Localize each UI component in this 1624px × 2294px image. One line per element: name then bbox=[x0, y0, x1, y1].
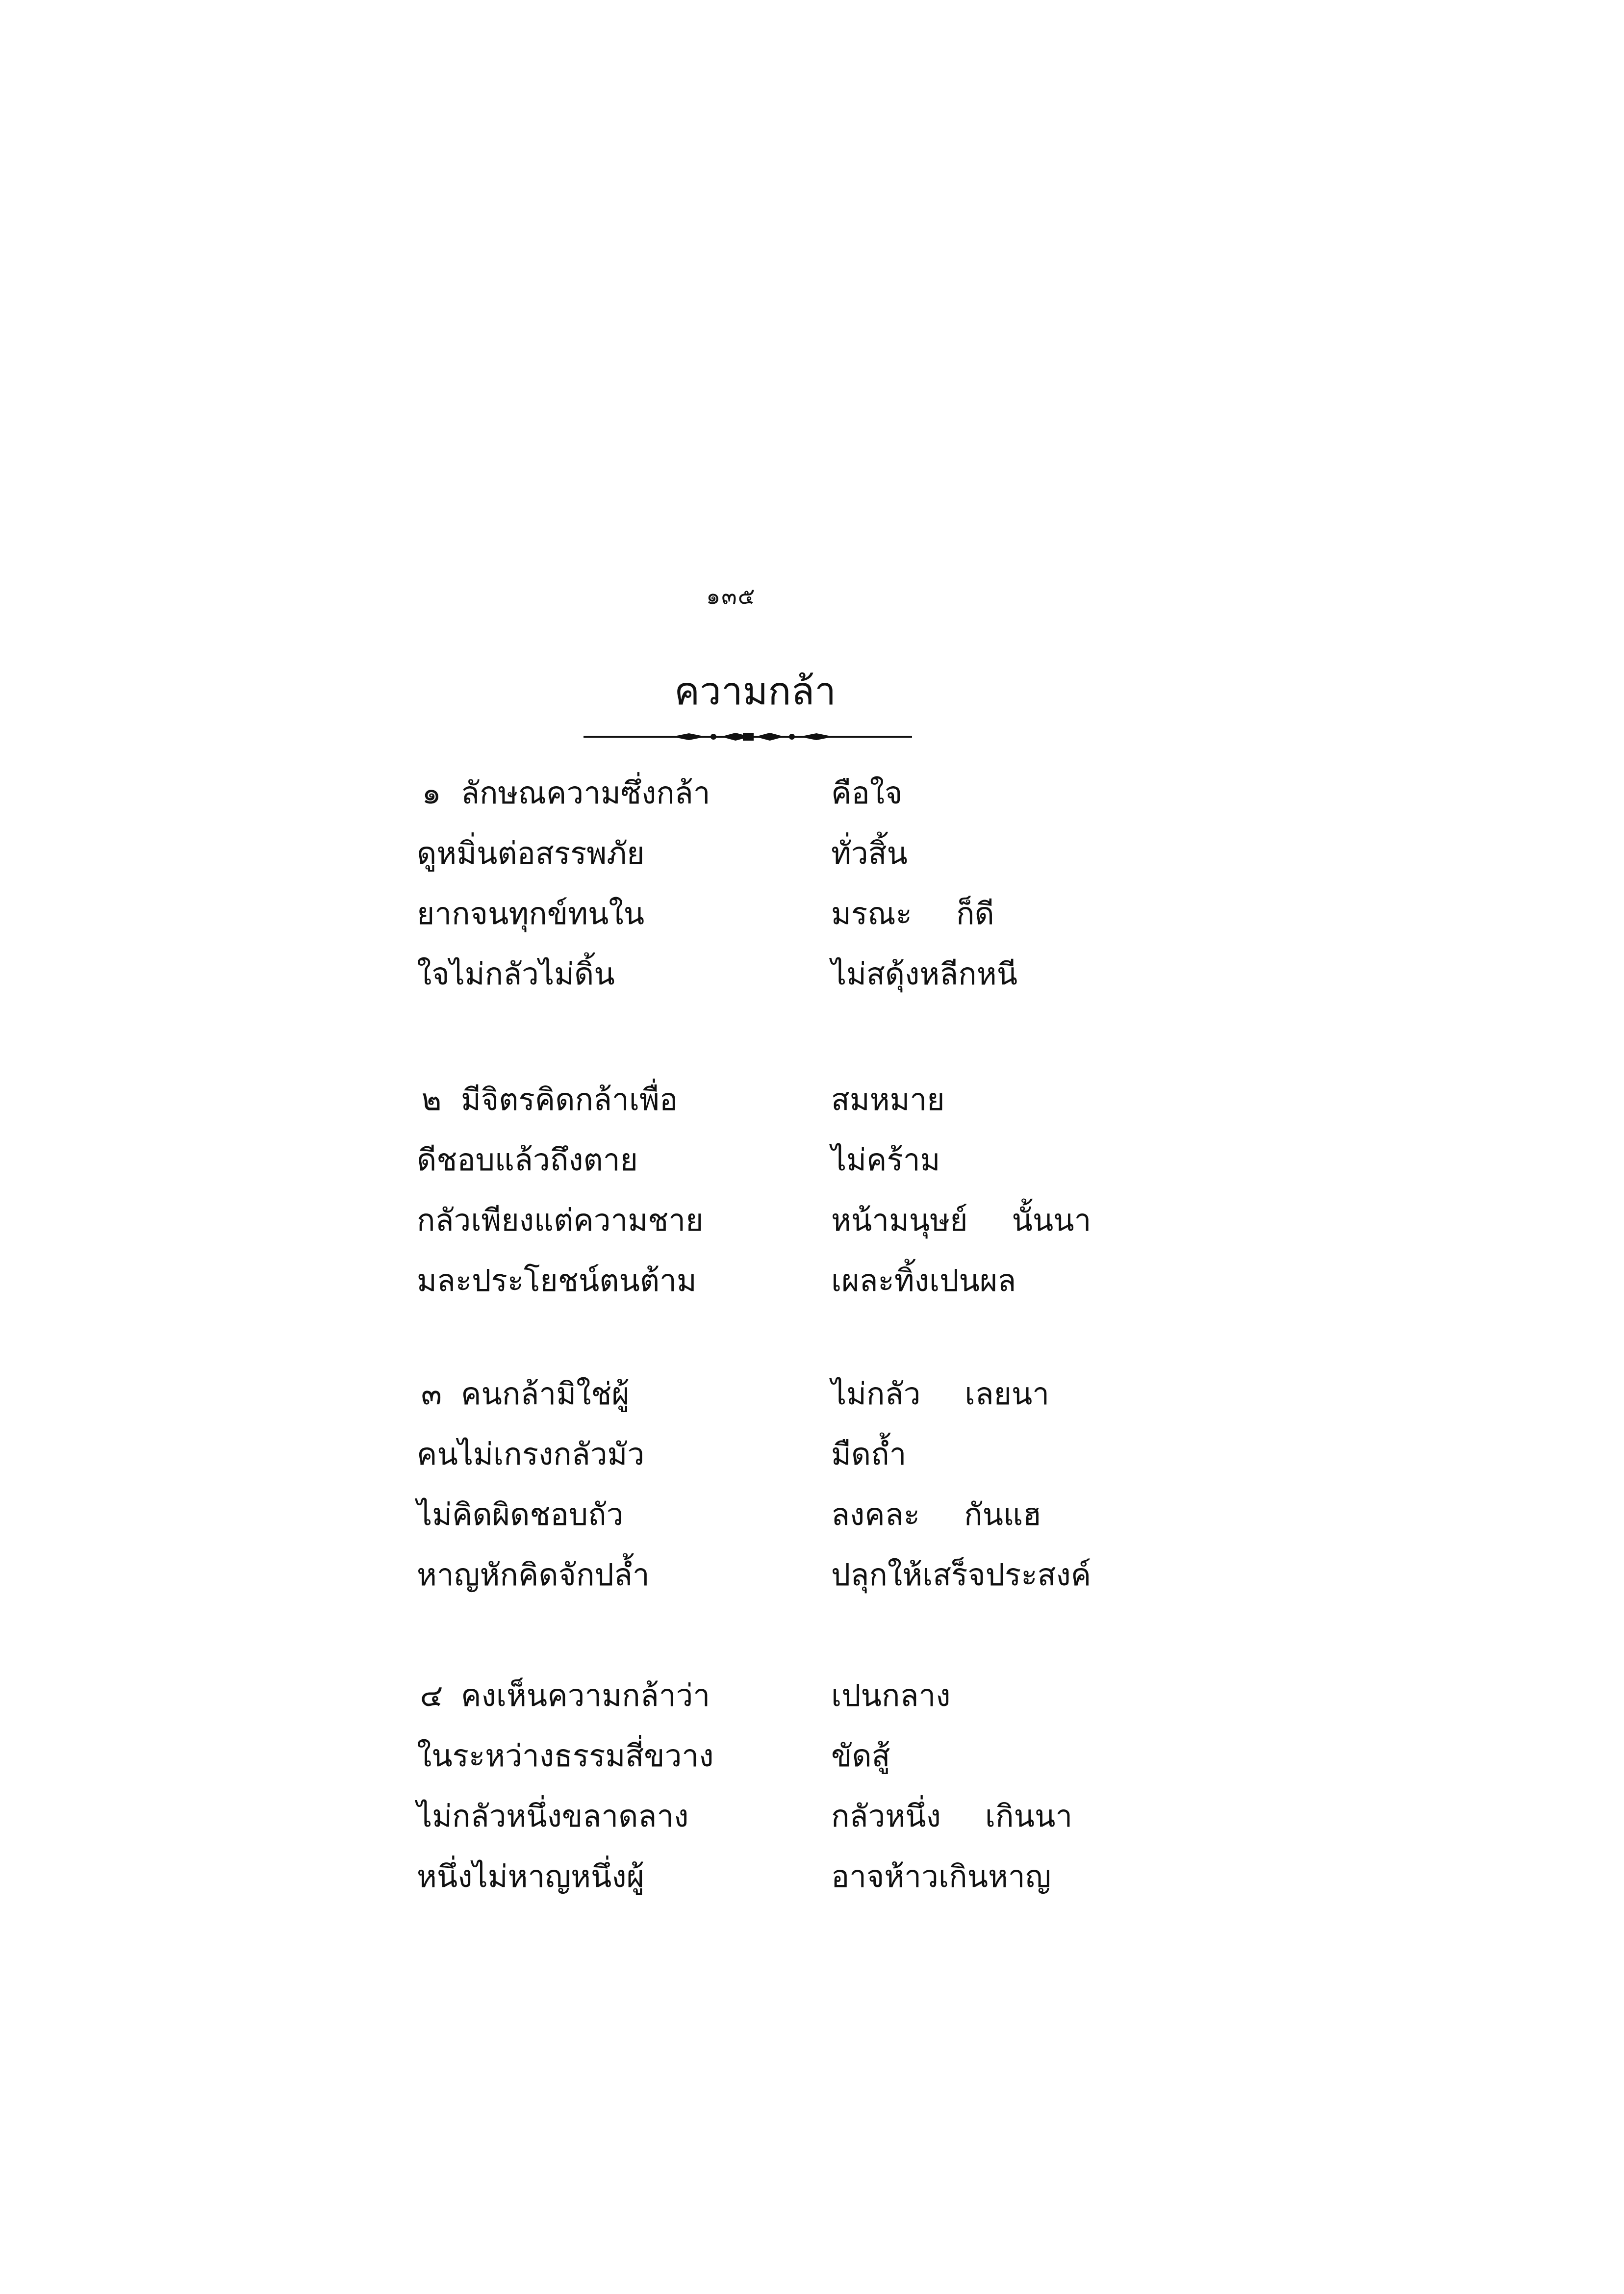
verse-word: คือใจ bbox=[831, 775, 903, 811]
verse-line-right bbox=[831, 883, 994, 944]
stanza-2 bbox=[417, 1069, 1103, 1311]
verse-line-right bbox=[831, 1424, 907, 1484]
verse-word: หน้ามนุษย์ bbox=[831, 1202, 968, 1238]
ornamental-divider bbox=[584, 728, 912, 745]
stanza-number: ๒ bbox=[421, 1082, 442, 1117]
verse-line-left: ใจไม่กลัวไม่ดิ้น bbox=[417, 956, 615, 992]
stanza-number: ๔ bbox=[420, 1677, 443, 1713]
stanza-number: ๑ bbox=[422, 775, 441, 811]
verse-word: ทั่วสิ้น bbox=[831, 835, 908, 871]
verse-line-right bbox=[831, 823, 908, 883]
verse-word: กลัวหนึ่ง bbox=[831, 1798, 941, 1834]
verse-line bbox=[417, 1190, 1103, 1250]
verse-line-left: ดูหมิ่นต่อสรรพภัย bbox=[417, 835, 645, 871]
verse-word: เผละทิ้งเปนผล bbox=[831, 1263, 1016, 1298]
verse-word: ขัดสู้ bbox=[831, 1738, 890, 1774]
verse-line bbox=[417, 1786, 1103, 1846]
verse-line-left bbox=[417, 1069, 678, 1130]
page-number: ๑๓๕ bbox=[706, 583, 756, 609]
stanza-3 bbox=[417, 1364, 1103, 1605]
verse-word: ไม่สดุ้งหลีกหนี bbox=[831, 956, 1018, 992]
verse-line-left: คนไม่เกรงกลัวมัว bbox=[417, 1436, 645, 1472]
verse-line-left: กลัวเพียงแต่ความชาย bbox=[417, 1202, 704, 1238]
verse-text: คงเห็นความกล้าว่า bbox=[461, 1677, 710, 1713]
verse-line bbox=[417, 944, 1103, 1004]
verse-line bbox=[417, 1846, 1103, 1907]
verse-line-right bbox=[831, 1846, 1051, 1907]
verse-line-left: หนึ่งไม่หาญหนึ่งผู้ bbox=[417, 1858, 644, 1894]
verse-text: ลักษณความซึ่งกล้า bbox=[461, 775, 710, 811]
verse-word: ไม่คร้าม bbox=[831, 1142, 940, 1178]
verse-line bbox=[417, 1130, 1103, 1190]
verse-line bbox=[417, 1250, 1103, 1311]
verse-word: ปลุกให้เสร็จประสงค์ bbox=[831, 1557, 1091, 1593]
verse-line-right bbox=[831, 1069, 945, 1130]
verse-line-right bbox=[831, 1665, 951, 1726]
verse-word: มรณะ bbox=[831, 896, 912, 931]
verse-line bbox=[417, 883, 1103, 944]
verse-line bbox=[417, 1545, 1103, 1605]
verse-line-right bbox=[831, 1130, 940, 1190]
verse-line-left: ไม่กลัวหนึ่งขลาดลาง bbox=[417, 1798, 689, 1834]
verse-text: มีจิตรคิดกล้าเพื่อ bbox=[461, 1082, 678, 1117]
verse-line-left: ในระหว่างธรรมสี่ขวาง bbox=[417, 1738, 714, 1774]
verse-line-right bbox=[831, 1364, 1049, 1424]
stanza-4 bbox=[417, 1665, 1103, 1907]
verse-word: กันแฮ bbox=[964, 1496, 1041, 1532]
verse-line-right bbox=[831, 1545, 1091, 1605]
stanza-1 bbox=[417, 763, 1103, 1004]
verse-word: เปนกลาง bbox=[831, 1677, 951, 1713]
verse-line-left bbox=[417, 1364, 630, 1424]
verse-line-right bbox=[831, 1726, 890, 1786]
verse-line-left bbox=[417, 1665, 710, 1726]
verse-line bbox=[417, 763, 1103, 823]
verse-word: เกินนา bbox=[985, 1798, 1073, 1834]
verse-line bbox=[417, 1424, 1103, 1484]
verse-word: เลยนา bbox=[964, 1376, 1050, 1412]
verse-line bbox=[417, 1665, 1103, 1726]
verse-line-left bbox=[417, 763, 710, 823]
verse-word: อาจห้าวเกินหาญ bbox=[831, 1858, 1051, 1894]
verse-line-right bbox=[831, 1786, 1072, 1846]
verse-line-left: ไม่คิดผิดชอบถัว bbox=[417, 1496, 624, 1532]
verse-line-right bbox=[831, 1190, 1091, 1250]
verse-line-right bbox=[831, 944, 1017, 1004]
stanza-number: ๓ bbox=[421, 1376, 442, 1412]
verse-word: มืดถ้ำ bbox=[831, 1436, 907, 1472]
verse-line-left: หาญหักคิดจักปล้ำ bbox=[417, 1557, 650, 1593]
verse-line-left: ดีชอบแล้วถึงตาย bbox=[417, 1142, 638, 1178]
verse-line bbox=[417, 1726, 1103, 1786]
verse-line bbox=[417, 823, 1103, 883]
page-title: ความกล้า bbox=[674, 670, 837, 714]
verse-text: คนกล้ามิใช่ผู้ bbox=[461, 1376, 630, 1412]
verse-line-left: มละประโยชน์ตนต้าม bbox=[417, 1263, 697, 1298]
verse-word: ลงคละ bbox=[831, 1496, 920, 1532]
verse-line bbox=[417, 1364, 1103, 1424]
verse-word: นั้นนา bbox=[1012, 1202, 1091, 1238]
verse-line bbox=[417, 1069, 1103, 1130]
verse-line bbox=[417, 1484, 1103, 1545]
verse-line-right bbox=[831, 763, 902, 823]
verse-line-left: ยากจนทุกข์ทนใน bbox=[417, 896, 645, 931]
verse-line-right bbox=[831, 1484, 1041, 1545]
verse-word: ก็ดี bbox=[956, 896, 994, 931]
verse-word: สมหมาย bbox=[831, 1082, 945, 1117]
verse-line-right bbox=[831, 1250, 1016, 1311]
verse-word: ไม่กลัว bbox=[831, 1376, 921, 1412]
